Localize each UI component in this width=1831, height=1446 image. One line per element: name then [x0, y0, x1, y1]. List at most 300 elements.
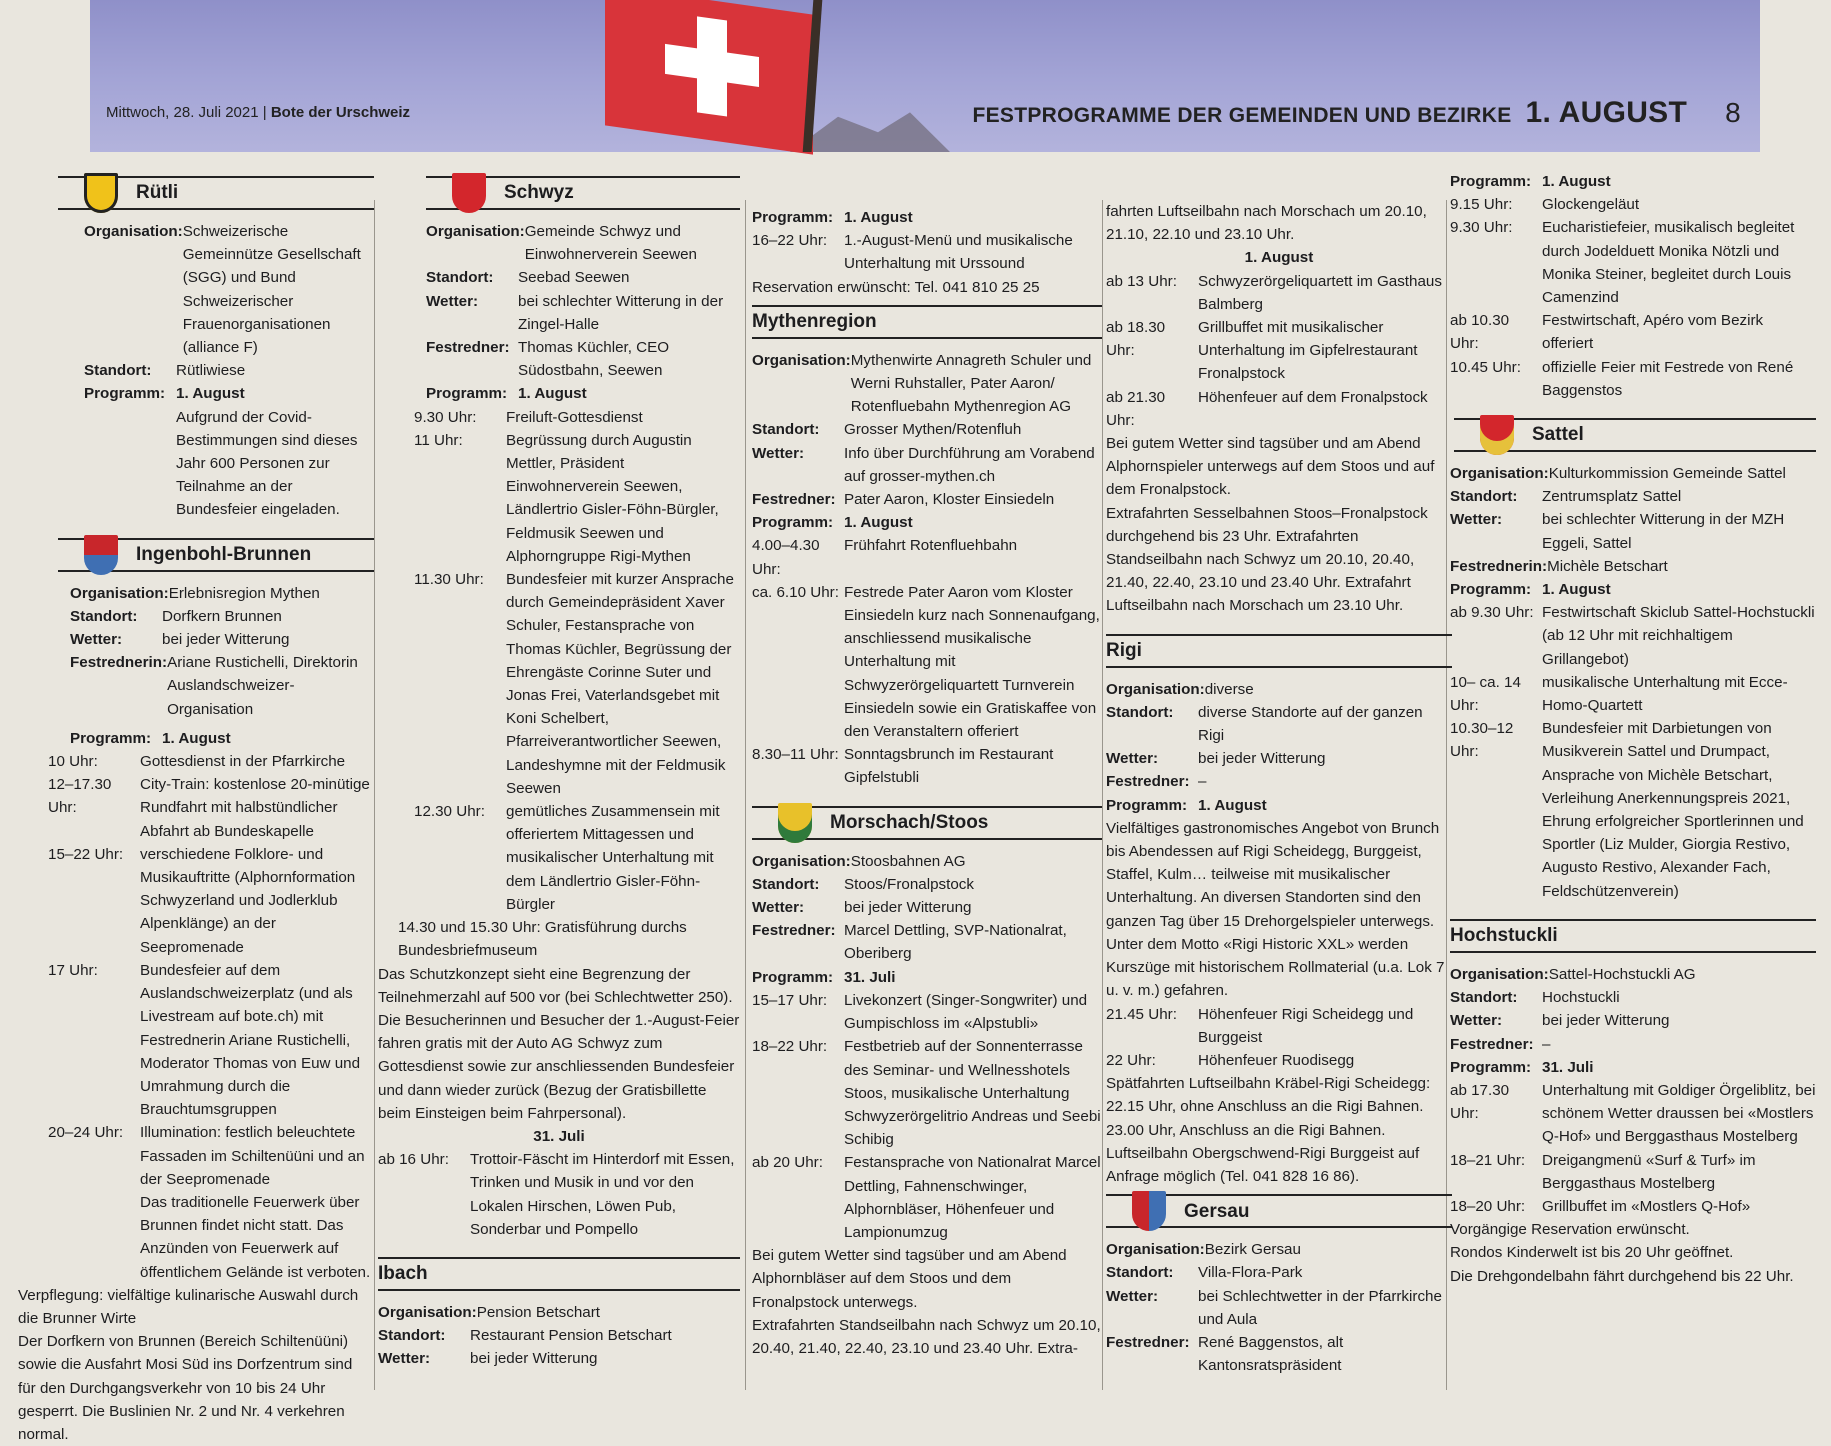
schwyz-items-2-t: 11.30 Uhr:	[414, 571, 484, 589]
ruetli-title: Rütli	[136, 182, 179, 204]
mythen-org_l: Organisation:	[752, 351, 851, 369]
hochstuckli-prog_l: Programm:	[1450, 1058, 1532, 1076]
list-item	[1106, 270, 1452, 316]
rigi-stand_l: Standort:	[1106, 703, 1174, 721]
ruetli-stand_l: Standort:	[84, 362, 152, 380]
morschach-items-0-t: 15–17 Uhr:	[752, 991, 828, 1009]
text-block	[752, 229, 1102, 275]
morschach-prog_l: Programm:	[752, 968, 834, 986]
text-block	[1106, 794, 1452, 817]
crest-sattel-icon	[1480, 415, 1514, 455]
text-block	[1450, 963, 1816, 986]
list-item	[1106, 316, 1452, 386]
rigi-prog: 1. August	[1198, 796, 1267, 814]
text-block	[1450, 1033, 1816, 1056]
morschach-org: Stoosbahnen AG	[850, 852, 966, 870]
header-section: FESTPROGRAMME DER GEMEINDEN UND BEZIRKE	[972, 104, 1512, 127]
schwyz-wet: bei schlechter Witterung in der Zingel-Halle	[518, 292, 724, 333]
list-item	[1450, 193, 1816, 216]
brunnen-note1: Das traditionelle Feuerwerk über Brunnen findet nicht statt. Das Anzünden von Feuerwerk auf öffentlichem Gelände ist verboten.	[140, 1193, 371, 1281]
brunnen-org: Erlebnisregion Mythen	[168, 584, 320, 602]
text-block	[1106, 1285, 1452, 1331]
sattel-org: Kulturkommission Gemeinde Sattel	[1548, 465, 1786, 483]
text-block	[84, 382, 374, 405]
col5top-items-3-d: offizielle Feier mit Festrede von René Baggenstos	[1542, 358, 1794, 399]
text-block	[70, 727, 374, 750]
list-item	[48, 750, 374, 773]
brunnen-items-4-d: Illumination: festlich beleuchtete Fassaden im Schiltenüüni und an der Seepromenade	[140, 1124, 365, 1188]
col5top-items-1-t: 9.30 Uhr:	[1450, 219, 1513, 237]
brunnen-items-3-t: 17 Uhr:	[48, 961, 98, 979]
brunnen-note3: Der Dorfkern von Brunnen (Bereich Schiltenüüni) sowie die Ausfahrt Mosi Süd ins Dorfzentrum sind für den Durchgangsverkehr von 10 bis 24 Uhr gesperrt. Die Buslinien Nr. 2 und Nr. 4 verkehren normal.	[18, 1333, 353, 1443]
schwyz-wet_l: Wetter:	[426, 292, 479, 310]
hochstuckli-org: Sattel-Hochstuckli AG	[1548, 965, 1696, 983]
ibach-wet: bei jeder Witterung	[470, 1350, 598, 1368]
hochstuckli-title: Hochstuckli	[1450, 925, 1558, 947]
text-block	[1450, 402, 1816, 412]
list-item	[1450, 1079, 1816, 1149]
sattel-stand_l: Standort:	[1450, 488, 1518, 506]
mythen-fest_l: Festredner:	[752, 491, 836, 509]
crest-schwyz-icon	[452, 173, 486, 213]
schwyz-prog_l: Programm:	[426, 385, 508, 403]
section-rigi	[1106, 634, 1452, 668]
sattel-wet: bei schlechter Witterung in der MZH Eggeli, Sattel	[1542, 511, 1785, 552]
ruetli-org_l: Organisation:	[84, 223, 183, 240]
gersau-org_l: Organisation:	[1106, 1241, 1205, 1259]
text-block	[1450, 170, 1816, 193]
text-block	[84, 406, 374, 522]
text-block	[752, 511, 1102, 534]
morschach-org_l: Organisation:	[752, 852, 851, 870]
text-block	[18, 522, 374, 532]
mythen-items-0-t: 4.00–4.30 Uhr:	[752, 537, 820, 578]
column-2	[378, 170, 740, 1371]
crest-gersau-icon	[1132, 1191, 1166, 1231]
mythen-items-2-d: Sonntagsbrunch im Restaurant Gipfelstubli	[844, 746, 1054, 787]
sattel-items-0-t: ab 9.30 Uhr:	[1450, 604, 1534, 622]
brunnen-items-2-t: 15–22 Uhr:	[48, 845, 124, 863]
sattel-items-1-d: musikalische Unterhaltung mit Ecce-Homo-Quartett	[1542, 673, 1788, 715]
ibach-title: Ibach	[378, 1263, 428, 1285]
text-block	[426, 266, 740, 289]
schwyz-item2_t: ab 16 Uhr:	[378, 1151, 449, 1169]
list-item	[48, 843, 374, 959]
crest-morschach-icon	[778, 803, 812, 843]
text-block	[1450, 555, 1816, 578]
issue-date	[106, 104, 410, 121]
gersau-fest: René Baggenstos, alt Kantonsratspräsident	[1198, 1333, 1344, 1375]
text-block	[1450, 903, 1816, 913]
brunnen-prog_l: Programm:	[70, 729, 152, 747]
text-block	[1450, 1009, 1816, 1032]
list-item	[414, 429, 740, 568]
col4top-items-1-t: ab 18.30 Uhr:	[1106, 319, 1166, 360]
column-3	[752, 170, 1102, 1360]
brunnen-items-1-t: 12–17.30 Uhr:	[48, 776, 112, 817]
schwyz-items-3-d: gemütliches Zusammensein mit offeriertem Mittagessen und musikalischer Unterhaltung mit dem Ländlertrio Gisler-Föhn-Bürgler	[506, 803, 720, 913]
rigi-wet_l: Wetter:	[1106, 750, 1159, 768]
ibach-wet_l: Wetter:	[378, 1350, 431, 1368]
list-item	[752, 1035, 1102, 1151]
hochstuckli-stand_l: Standort:	[1450, 989, 1518, 1007]
gersau-org: Bezirk Gersau	[1204, 1241, 1301, 1259]
rigi-fest_l: Festredner:	[1106, 773, 1190, 791]
text-block	[70, 651, 374, 721]
text-block	[745, 200, 746, 1390]
morschach-wet: bei jeder Witterung	[844, 899, 972, 917]
hochstuckli-fest: –	[1542, 1035, 1551, 1053]
col5top-items-3-t: 10.45 Uhr:	[1450, 358, 1521, 376]
list-item	[752, 534, 1102, 580]
mythen-items-1-t: ca. 6.10 Uhr:	[752, 583, 839, 601]
crest-brunnen-icon	[84, 535, 118, 575]
brunnen-items-3-d: Bundesfeier auf dem Auslandschweizerplatz (und als Livestream auf bote.ch) mit Festrednerin Ariane Rustichelli, Moderator Thomas von Euw und Umrahmung durch die Brauchtumsgruppen	[140, 961, 361, 1119]
hochstuckli-items-2-d: Grillbuffet im «Mostlers Q-Hof»	[1542, 1197, 1751, 1215]
gersau-fest_l: Festredner:	[1106, 1333, 1190, 1351]
rigi-prog_l: Programm:	[1106, 796, 1188, 814]
col4top-day: 1. August	[1244, 249, 1314, 267]
sattel-items-2-d: Bundesfeier mit Darbietungen von Musikverein Sattel und Drumpact, Ansprache von Michèle Betschart, Verleihung Anerkennungspreis 2021, Ehrung erfolgreicher Sportlerinnen und Sportler (Liz Mulder, Giorgia Restivo, Augusto Restivo, Alexander Fach, Feldschützenverein)	[1542, 720, 1804, 900]
header-date: Mittwoch, 28. Juli 2021	[106, 104, 259, 121]
text-block	[378, 1324, 740, 1347]
brunnen-org_l: Organisation:	[70, 584, 169, 602]
text-block	[1450, 578, 1816, 601]
swiss-flag-photo	[605, 0, 813, 155]
schwyz-items-0-t: 9.30 Uhr:	[414, 408, 477, 426]
schwyz-stand: Seebad Seewen	[518, 269, 630, 287]
rigi-org: diverse	[1204, 680, 1254, 698]
text-block	[752, 349, 1102, 419]
col4top-items-1-d: Grillbuffet mit musikalischer Unterhaltung im Gipfelrestaurant Fronalpstock	[1198, 319, 1418, 383]
rigi-title: Rigi	[1106, 640, 1142, 662]
text-block	[1106, 770, 1452, 793]
morschach-title: Morschach/Stoos	[830, 812, 989, 834]
morschach-fest: Marcel Dettling, SVP-Nationalrat, Oberiberg	[844, 922, 1067, 963]
brunnen-wet_l: Wetter:	[70, 631, 123, 649]
schwyz-item2_d: Trottoir-Fäscht im Hinterdorf mit Essen, Trinken und Musik in und vor den Lokalen Hirschen, Löwen Pub, Sonderbar und Pompello	[470, 1151, 735, 1238]
list-item	[1450, 1149, 1816, 1195]
text-block	[1106, 1331, 1452, 1377]
rigi-fest: –	[1198, 773, 1207, 791]
schwyz-museum: 14.30 und 15.30 Uhr: Gratisführung durchs Bundesbriefmuseum	[398, 919, 687, 960]
list-item	[752, 989, 1102, 1035]
section-ingenbohl-brunnen	[58, 538, 374, 572]
brunnen-items-1-d: City-Train: kostenlose 20-minütige Rundfahrt mit halbstündlicher Abfahrt ab Bundeskapelle	[140, 776, 370, 840]
column-4	[1106, 170, 1452, 1377]
brunnen-items-0-t: 10 Uhr:	[48, 753, 98, 771]
brunnen-fest_l: Festrednerin:	[70, 654, 168, 672]
text-block	[1106, 747, 1452, 770]
text-block	[48, 1191, 374, 1284]
text-block	[752, 919, 1102, 965]
section-mythenregion	[752, 305, 1102, 339]
rigi-items-1-t: 22 Uhr:	[1106, 1051, 1156, 1069]
hochstuckli-note3: Die Drehgondelbahn fährt durchgehend bis 22 Uhr.	[1450, 1267, 1794, 1285]
column-5	[1450, 170, 1816, 1288]
sattel-items-2-t: 10.30–12 Uhr:	[1450, 720, 1514, 761]
col5top-items-2-d: Festwirtschaft, Apéro vom Bezirk offeriert	[1542, 312, 1764, 353]
hochstuckli-stand: Hochstuckli	[1542, 989, 1620, 1007]
section-ibach	[378, 1257, 740, 1291]
morschach-items-1-d: Festbetrieb auf der Sonnenterrasse des Seminar- und Wellnesshotels Stoos, musikalische Unterhaltung Schwyzerörgelitrio Andreas und Seebi Schibig	[844, 1038, 1101, 1149]
brunnen-note2: Verpflegung: vielfältige kulinarische Auswahl durch die Brunner Wirte	[18, 1286, 359, 1327]
list-item	[1450, 671, 1816, 717]
hochstuckli-prog: 31. Juli	[1542, 1058, 1594, 1076]
hochstuckli-wet_l: Wetter:	[1450, 1012, 1503, 1030]
col4top-items-2-t: ab 21.30 Uhr:	[1106, 388, 1166, 429]
ruetli-prog_l: Programm:	[84, 385, 166, 403]
sattel-fest_l: Festrednerin:	[1450, 557, 1548, 575]
text-block	[84, 220, 374, 359]
text-block	[84, 406, 176, 522]
section-date: 1. AUGUST	[1525, 96, 1688, 129]
col3top-res: Reservation erwünscht: Tel. 041 810 25 25	[752, 278, 1040, 296]
rigi-org_l: Organisation:	[1106, 680, 1205, 698]
sattel-prog: 1. August	[1542, 581, 1611, 599]
page-number: 8	[1725, 97, 1741, 128]
sattel-fest: Michèle Betschart	[1547, 557, 1668, 575]
text-block	[426, 290, 740, 336]
text-block	[1450, 508, 1816, 554]
hochstuckli-items-2-t: 18–20 Uhr:	[1450, 1197, 1526, 1215]
schwyz-items-0-d: Freiluft-Gottesdienst	[506, 408, 643, 426]
schwyz-fest_l: Festredner:	[426, 339, 510, 357]
text-block	[752, 442, 1102, 488]
schwyz-items-2-d: Bundesfeier mit kurzer Ansprache durch Gemeindepräsident Xaver Schuler, Festansprache von Thomas Küchler, Begrüssung der Ehrengäste Corinne Suter und Jonas Frei, Vaterlandsgebet mit Koni Schelbert, Pfarreiverantwortlicher Seewen, Landeshymne mit der Feldmusik Seewen	[506, 571, 734, 797]
schwyz-prog: 1. August	[518, 385, 587, 403]
text-block	[752, 896, 1102, 919]
ibach-org: Pension Betschart	[476, 1303, 600, 1321]
list-item	[1450, 356, 1816, 402]
text-block	[84, 359, 374, 382]
list-item	[1450, 717, 1816, 903]
mythen-title: Mythenregion	[752, 311, 877, 333]
text-block	[426, 336, 740, 382]
section-schwyz	[426, 176, 740, 210]
morschach-items-0-d: Livekonzert (Singer-Songwriter) und Gumpischloss im «Alpstubli»	[844, 991, 1088, 1033]
text-block	[1106, 1238, 1452, 1261]
hochstuckli-note2: Rondos Kinderwelt ist bis 20 Uhr geöffnet.	[1450, 1244, 1734, 1262]
rigi-items-0-d: Höhenfeuer Rigi Scheidegg und Burggeist	[1198, 1005, 1414, 1046]
schwyz-title: Schwyz	[504, 182, 574, 204]
text-block	[1450, 986, 1816, 1009]
brunnen-title: Ingenbohl-Brunnen	[136, 544, 312, 566]
list-item	[752, 581, 1102, 743]
morschach-items-2-t: ab 20 Uhr:	[752, 1154, 823, 1172]
list-item	[1450, 601, 1816, 671]
mythen-fest: Pater Aaron, Kloster Einsiedeln	[844, 491, 1055, 509]
ruetli-stand: Rütliwiese	[176, 362, 246, 380]
ibach-stand_l: Standort:	[378, 1327, 446, 1345]
list-item	[378, 1148, 740, 1241]
list-item	[48, 959, 374, 1121]
brunnen-items-2-d: verschiedene Folklore- und Musikauftritte (Alphornformation Schwyzerland und Jodlerklub Alpenklänge) an der Seepromenade	[140, 845, 356, 956]
list-item	[1450, 1195, 1816, 1218]
mythen-wet_l: Wetter:	[752, 444, 805, 462]
mythen-prog_l: Programm:	[752, 514, 834, 532]
col5top-prog_l: Programm:	[1450, 173, 1532, 190]
text-block	[374, 200, 375, 1390]
morschach-wet_l: Wetter:	[752, 899, 805, 917]
mythen-org: Mythenwirte Annagreth Schuler und Werni Ruhstaller, Pater Aaron/ Rotenfluebahn Mythenregion AG	[850, 351, 1092, 416]
col4top-items-0-d: Schwyzerörgeliquartett im Gasthaus Balmberg	[1198, 272, 1442, 313]
text-block	[752, 206, 1102, 229]
col4top-items-2-d: Höhenfeuer auf dem Fronalpstock	[1198, 388, 1428, 406]
hochstuckli-items-1-t: 18–21 Uhr:	[1450, 1151, 1526, 1169]
section-hochstuckli	[1450, 919, 1816, 953]
list-item	[414, 568, 740, 800]
header-separator: |	[262, 104, 267, 121]
sattel-prog_l: Programm:	[1450, 581, 1532, 599]
list-item	[48, 1121, 374, 1191]
rigi-text: Vielfältiges gastronomisches Angebot von Brunch bis Abendessen auf Rigi Scheidegg, Burggeist, Staffel, Kulm… teilweise mit musikalischer Unterhaltung. An diversen Standorten sind den ganzen Tag über 15 Drehorgelspieler unterwegs. Unter dem Motto «Rigi Historic XXL» werden Kurszüge mit historischem Rollmaterial (u.a. Lok 7 u. v. m.) gefahren.	[1106, 819, 1445, 1000]
sattel-items-0-d: Festwirtschaft Skiclub Sattel-Hochstuckli (ab 12 Uhr mit reichhaltigem Grillangebot)	[1542, 604, 1815, 668]
rigi-items-0-t: 21.45 Uhr:	[1106, 1005, 1177, 1023]
morschach-items-1-t: 18–22 Uhr:	[752, 1038, 828, 1056]
section-sattel	[1454, 418, 1816, 452]
col4top-cont: fahrten Luftseilbahn nach Morschach um 20.10, 21.10, 22.10 und 23.10 Uhr.	[1106, 203, 1427, 244]
mythen-items-1-d: Festrede Pater Aaron vom Kloster Einsiedeln kurz nach Sonnenaufgang, anschliessend musikalische Unterhaltung mit Schwyzerörgeliquartett Turnverein Einsiedeln sowie ein Gratiskaffee von den Veranstaltern offeriert	[844, 583, 1100, 741]
text-block	[1450, 462, 1816, 485]
schwyz-fest: Thomas Küchler, CEO Südostbahn, Seewen	[518, 339, 670, 380]
list-item	[1106, 1003, 1452, 1049]
list-item	[414, 800, 740, 916]
text-block	[378, 1301, 740, 1324]
ruetli-org: Schweizerische Gemeinnütze Gesellschaft (SGG) und Bund Schweizerischer Frauenorganisationen (alliance F)	[182, 223, 361, 357]
text-block	[378, 1347, 740, 1370]
text-block	[1450, 485, 1816, 508]
schwyz-org: Gemeinde Schwyz und Einwohnerverein Seewen	[524, 223, 697, 264]
col4top-note1: Bei gutem Wetter sind tagsüber und am Abend Alphornspieler unterwegs auf dem Stoos und auf dem Fronalpstock.	[1106, 435, 1435, 499]
morschach-note2: Extrafahrten Standseilbahn nach Schwyz um 20.10, 20.40, 21.40, 22.40, 23.10 und 23.40 Uhr. Extra-	[752, 1316, 1101, 1357]
text-block	[752, 966, 1102, 989]
text-block	[1106, 678, 1452, 701]
list-item	[752, 743, 1102, 789]
hochstuckli-note1: Vorgängige Reservation erwünscht.	[1450, 1221, 1690, 1239]
mythen-stand: Grosser Mythen/Rotenfluh	[844, 421, 1022, 439]
text-block	[426, 382, 740, 405]
text-block	[1102, 200, 1103, 1390]
text-block	[752, 488, 1102, 511]
text-block	[752, 418, 1102, 441]
section-ruetli	[58, 176, 374, 210]
morschach-prog: 31. Juli	[844, 968, 896, 986]
col5top-items-1-d: Eucharistiefeier, musikalisch begleitet durch Jodelduett Monika Nötzli und Monika Steiner, begleitet durch Louis Camenzind	[1542, 219, 1795, 307]
list-item	[1106, 1049, 1452, 1072]
gersau-wet_l: Wetter:	[1106, 1287, 1159, 1305]
rigi-items-1-d: Höhenfeuer Ruodisegg	[1198, 1051, 1355, 1069]
gersau-stand_l: Standort:	[1106, 1264, 1174, 1282]
morschach-stand_l: Standort:	[752, 875, 820, 893]
text-block	[70, 628, 374, 651]
hochstuckli-fest_l: Festredner:	[1450, 1035, 1534, 1053]
sattel-stand: Zentrumsplatz Sattel	[1542, 488, 1682, 506]
ruetli-text: Aufgrund der Covid-Bestimmungen sind dieses Jahr 600 Personen zur Teilnahme an der Bundesfeier eingeladen.	[176, 408, 358, 519]
text-block	[1106, 618, 1452, 628]
schwyz-items-1-d: Begrüssung durch Augustin Mettler, Präsident Einwohnerverein Seewen, Ländlertrio Gisler-Föhn-Bürgler, Feldmusik Seewen und Alphorngruppe Rigi-Mythen	[506, 431, 719, 565]
text-block	[70, 582, 374, 605]
mythen-items-0-d: Frühfahrt Rotenfluehbahn	[844, 537, 1018, 555]
mythen-stand_l: Standort:	[752, 421, 820, 439]
rigi-note: Spätfahrten Luftseilbahn Kräbel-Rigi Scheidegg: 22.15 Uhr, ohne Anschluss an die Rigi Bahnen. 23.00 Uhr, Anschluss an die Rigi Bahnen. Luftseilbahn Obergschwend-Rigi Burggeist auf Anfrage möglich (Tel. 041 828 16 86).	[1106, 1075, 1431, 1185]
col3top-prog_l: Programm:	[752, 209, 834, 226]
col3top-t: 16–22 Uhr:	[752, 232, 828, 250]
brunnen-prog: 1. August	[162, 729, 231, 747]
ibach-stand: Restaurant Pension Betschart	[470, 1327, 672, 1345]
rigi-stand: diverse Standorte auf der ganzen Rigi	[1198, 703, 1423, 745]
section-heading	[972, 96, 1741, 130]
schwyz-org_l: Organisation:	[426, 223, 525, 240]
brunnen-items-0-d: Gottesdienst in der Pfarrkirche	[140, 753, 346, 771]
crest-ruetli-icon	[84, 173, 118, 213]
hochstuckli-wet: bei jeder Witterung	[1542, 1012, 1670, 1030]
gersau-stand: Villa-Flora-Park	[1198, 1264, 1303, 1282]
sattel-title: Sattel	[1532, 424, 1584, 446]
brunnen-wet: bei jeder Witterung	[162, 631, 290, 649]
rigi-wet: bei jeder Witterung	[1198, 750, 1326, 768]
sattel-wet_l: Wetter:	[1450, 511, 1503, 529]
brunnen-items-4-t: 20–24 Uhr:	[48, 1124, 124, 1142]
list-item	[414, 406, 740, 429]
list-item	[1106, 386, 1452, 432]
schwyz-day2: 31. Juli	[533, 1127, 585, 1145]
gersau-title: Gersau	[1184, 1200, 1250, 1222]
text-block	[1106, 1261, 1452, 1284]
schwyz-items-3-t: 12.30 Uhr:	[414, 803, 485, 821]
col5top-prog: 1. August	[1542, 173, 1611, 190]
text-block	[752, 873, 1102, 896]
text-block	[70, 605, 374, 628]
ibach-org_l: Organisation:	[378, 1303, 477, 1321]
schwyz-note2: Die Besucherinnen und Besucher der 1.-August-Feier fahren gratis mit der Auto AG Schwyz zum Gottesdienst sowie zur anschliessenden Bundesfeier und dann wieder zurück (Bezug der Gratisbillette beim Einsteigen beim Fahrpersonal).	[378, 1011, 740, 1122]
text-block	[426, 220, 740, 266]
hochstuckli-org_l: Organisation:	[1450, 965, 1549, 983]
brunnen-fest: Ariane Rustichelli, Direktorin Auslandschweizer-Organisation	[167, 654, 358, 718]
list-item	[752, 1151, 1102, 1244]
col3top-d: 1.-August-Menü und musikalische Unterhaltung mit Urssound	[844, 232, 1073, 273]
section-morschach-stoos	[752, 806, 1102, 840]
paper-name: Bote der Urschweiz	[270, 104, 411, 121]
morschach-note1: Bei gutem Wetter sind tagsüber und am Abend Alphornbläser auf dem Stoos und dem Fronalpstock unterwegs.	[752, 1247, 1067, 1311]
sattel-org_l: Organisation:	[1450, 465, 1549, 483]
col4top-items-0-t: ab 13 Uhr:	[1106, 272, 1177, 290]
sattel-items-1-t: 10– ca. 14 Uhr:	[1450, 673, 1521, 715]
hochstuckli-items-1-d: Dreigangmenü «Surf & Turf» im Berggasthaus Mostelberg	[1542, 1151, 1756, 1192]
schwyz-items-1-t: 11 Uhr:	[414, 431, 463, 449]
list-item	[1450, 309, 1816, 355]
morschach-fest_l: Festredner:	[752, 922, 836, 940]
hochstuckli-items-0-d: Unterhaltung mit Goldiger Örgeliblitz, bei schönem Wetter draussen bei «Mostlers Q-Hof» und Berggasthaus Mostelberg	[1542, 1081, 1816, 1146]
col4top-note2: Extrafahrten Sesselbahnen Stoos–Fronalpstock durchgehend bis 23 Uhr. Extrafahrten Standseilbahn nach Schwyz um 20.10, 20.40, 21.40, 22.40, 23.10 und 23.40 Uhr. Extrafahrt Luftseilbahn nach Morschach um 23.10 Uhr.	[1106, 504, 1428, 615]
morschach-items-2-d: Festansprache von Nationalrat Marcel Dettling, Fahnenschwinger, Alphornbläser, Höhenfeuer und Lampionumzug	[844, 1154, 1101, 1241]
text-block	[1450, 1056, 1816, 1079]
schwyz-note1: Das Schutzkonzept sieht eine Begrenzung der Teilnehmerzahl auf 500 vor (bei Schlechtwetter 250).	[378, 965, 733, 1006]
text-block	[1106, 701, 1452, 747]
ruetli-prog: 1. August	[176, 385, 245, 403]
gersau-wet: bei Schlechtwetter in der Pfarrkirche und Aula	[1198, 1287, 1442, 1328]
mythen-items-2-t: 8.30–11 Uhr:	[752, 746, 839, 764]
text-block	[752, 850, 1102, 873]
text-block	[378, 1241, 740, 1251]
hochstuckli-items-0-t: ab 17.30 Uhr:	[1450, 1081, 1510, 1123]
list-item	[1450, 216, 1816, 309]
list-item	[48, 773, 374, 843]
section-gersau	[1106, 1194, 1452, 1228]
mythen-prog: 1. August	[844, 514, 913, 532]
column-1	[18, 170, 374, 1446]
text-block	[48, 1191, 140, 1284]
